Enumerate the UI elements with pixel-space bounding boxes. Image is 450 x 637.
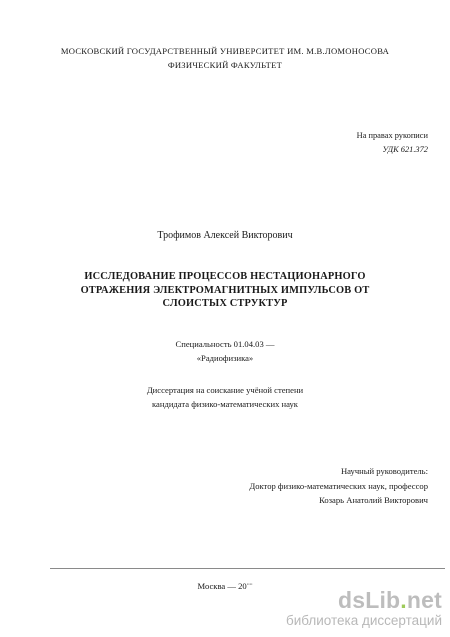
university-name: МОСКОВСКИЙ ГОСУДАРСТВЕННЫЙ УНИВЕРСИТЕТ ИМ. М.В.ЛОМОНОСОВА	[60, 46, 390, 56]
logo-main: dsLib	[337, 587, 401, 613]
author-name	[0, 229, 450, 243]
footer-divider	[50, 568, 445, 569]
manuscript-block	[357, 129, 428, 157]
degree-line: кандидата физико-математических наук	[152, 399, 298, 409]
dslib-watermark	[286, 589, 442, 628]
logo-dot: .	[400, 587, 407, 613]
advisor-name: Козарь Анатолий Викторович	[319, 495, 428, 505]
degree-block	[0, 383, 450, 411]
advisor-degree: Доктор физико-математических наук, профессор	[249, 480, 428, 491]
degree-line: Диссертация на соискание учёной степени	[146, 385, 304, 395]
title-line: ОТРАЖЕНИЯ ЭЛЕКТРОМАГНИТНЫХ ИМПУЛЬСОВ ОТ	[80, 284, 370, 296]
udk-code: УДК 621.372	[382, 145, 428, 154]
advisor-label: Научный руководитель:	[340, 466, 428, 476]
faculty-name: ФИЗИЧЕСКИЙ ФАКУЛЬТЕТ	[167, 60, 283, 70]
place-year-text: Москва — 20¨¨	[197, 581, 253, 591]
logo-tld: net	[406, 587, 442, 613]
dissertation-title	[0, 270, 450, 311]
specialty-block	[0, 338, 450, 365]
watermark-subtitle: библиотека диссертаций	[285, 613, 442, 628]
university-header	[0, 44, 450, 72]
advisor-block	[249, 464, 428, 508]
author-name-text: Трофимов Алексей Викторович	[157, 230, 293, 241]
dslib-logo	[286, 589, 442, 612]
manuscript-rights: На правах рукописи	[356, 131, 428, 140]
specialty-name: «Радиофизика»	[196, 352, 254, 363]
title-line: ИССЛЕДОВАНИЕ ПРОЦЕССОВ НЕСТАЦИОНАРНОГО	[84, 271, 366, 282]
title-line: СЛОИСТЫХ СТРУКТУР	[162, 298, 288, 309]
specialty-code: Специальность 01.04.03 —	[175, 339, 275, 349]
